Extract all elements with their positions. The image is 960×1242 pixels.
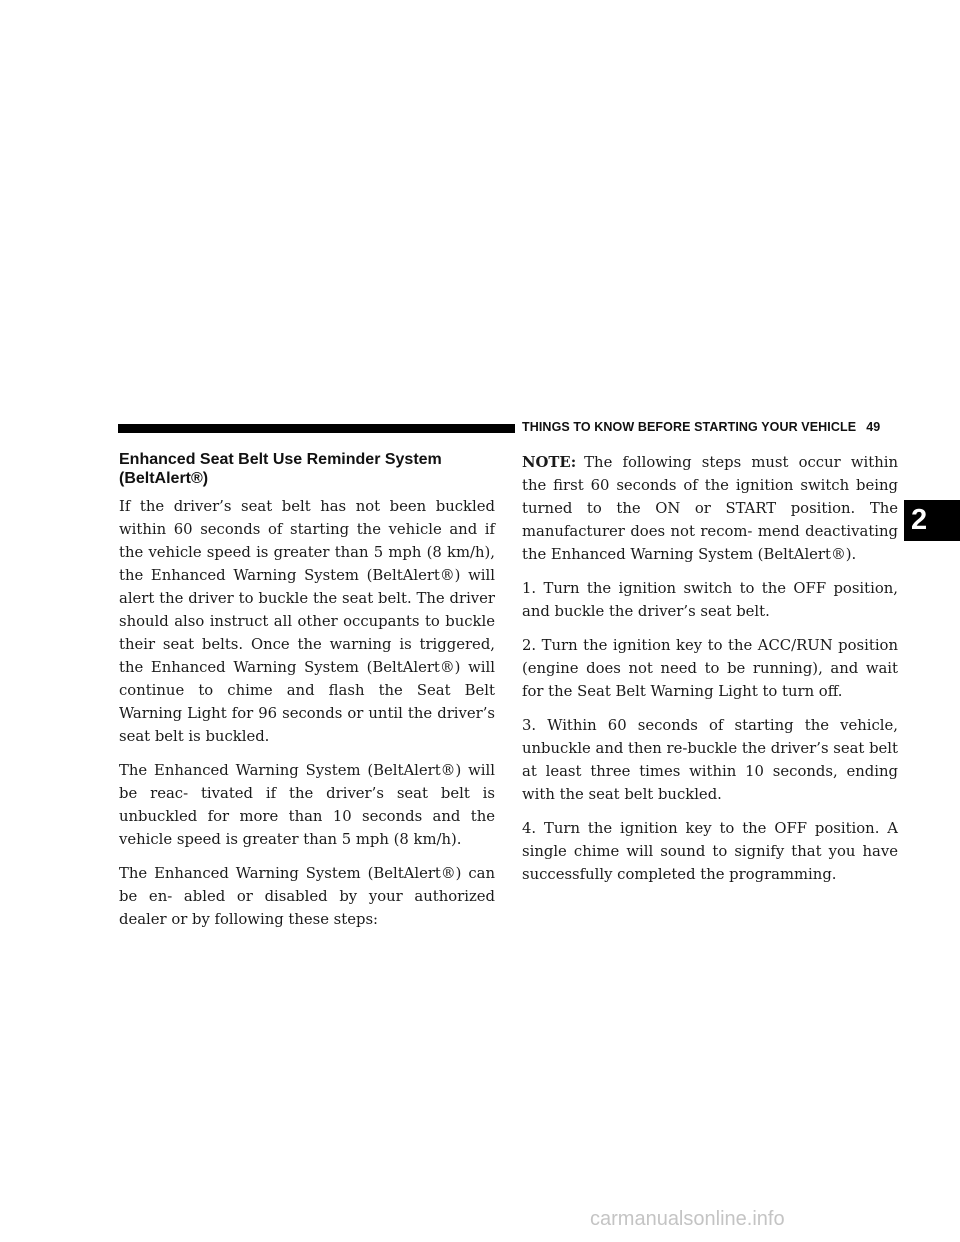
- paragraph: The Enhanced Warning System (BeltAlert®) can be en- abled or disabled by your authorized dealer or by following these steps:: [119, 865, 495, 928]
- right-column: [522, 451, 898, 897]
- chapter-tab: 2: [904, 500, 960, 541]
- running-header: [522, 420, 880, 434]
- paragraph: The Enhanced Warning System (BeltAlert®) will be reac- tivated if the driver’s seat belt is unbuckled for more than 10 seconds and the vehicle speed is greater than 5 mph (8 km/h).: [119, 762, 495, 848]
- note-label: NOTE:: [522, 454, 577, 471]
- section-header: THINGS TO KNOW BEFORE STARTING YOUR VEHICLE: [522, 420, 857, 434]
- step-item: 2. Turn the ignition key to the ACC/RUN position (engine does not need to be running), and wait for the Seat Belt Warning Light to turn off.: [522, 637, 898, 700]
- step-item: 1. Turn the ignition switch to the OFF position, and buckle the driver’s seat belt.: [522, 580, 898, 620]
- header-rule: [118, 424, 515, 433]
- note-text: The following steps must occur within the first 60 seconds of the ignition switch being turned to the ON or START position. The manufacturer does not recom- mend deactivating the Enhanced Warning System (BeltAlert®).: [522, 454, 898, 563]
- note-paragraph: [522, 451, 898, 566]
- watermark: carmanualsonline.info: [590, 1208, 785, 1230]
- page-number: 49: [866, 420, 881, 434]
- left-column: [119, 450, 495, 942]
- step-item: 4. Turn the ignition key to the OFF position. A single chime will sound to signify that you have successfully completed the programming.: [522, 820, 898, 883]
- paragraph: If the driver’s seat belt has not been buckled within 60 seconds of starting the vehicle and if the vehicle speed is greater than 5 mph (8 km/h), the Enhanced Warning System (BeltAlert®) will alert the driver to buckle the seat belt. The driver should also instruct all other occupants to buckle their seat belts. Once the warning is triggered, the Enhanced Warning System (BeltAlert®) will continue to chime and flash the Seat Belt Warning Light for 96 seconds or until the driver’s seat belt is buckled.: [119, 498, 495, 745]
- section-title: Enhanced Seat Belt Use Reminder System (BeltAlert®): [119, 451, 442, 487]
- step-item: 3. Within 60 seconds of starting the vehicle, unbuckle and then re-buckle the driver’s seat belt at least three times within 10 seconds, ending with the seat belt buckled.: [522, 717, 898, 803]
